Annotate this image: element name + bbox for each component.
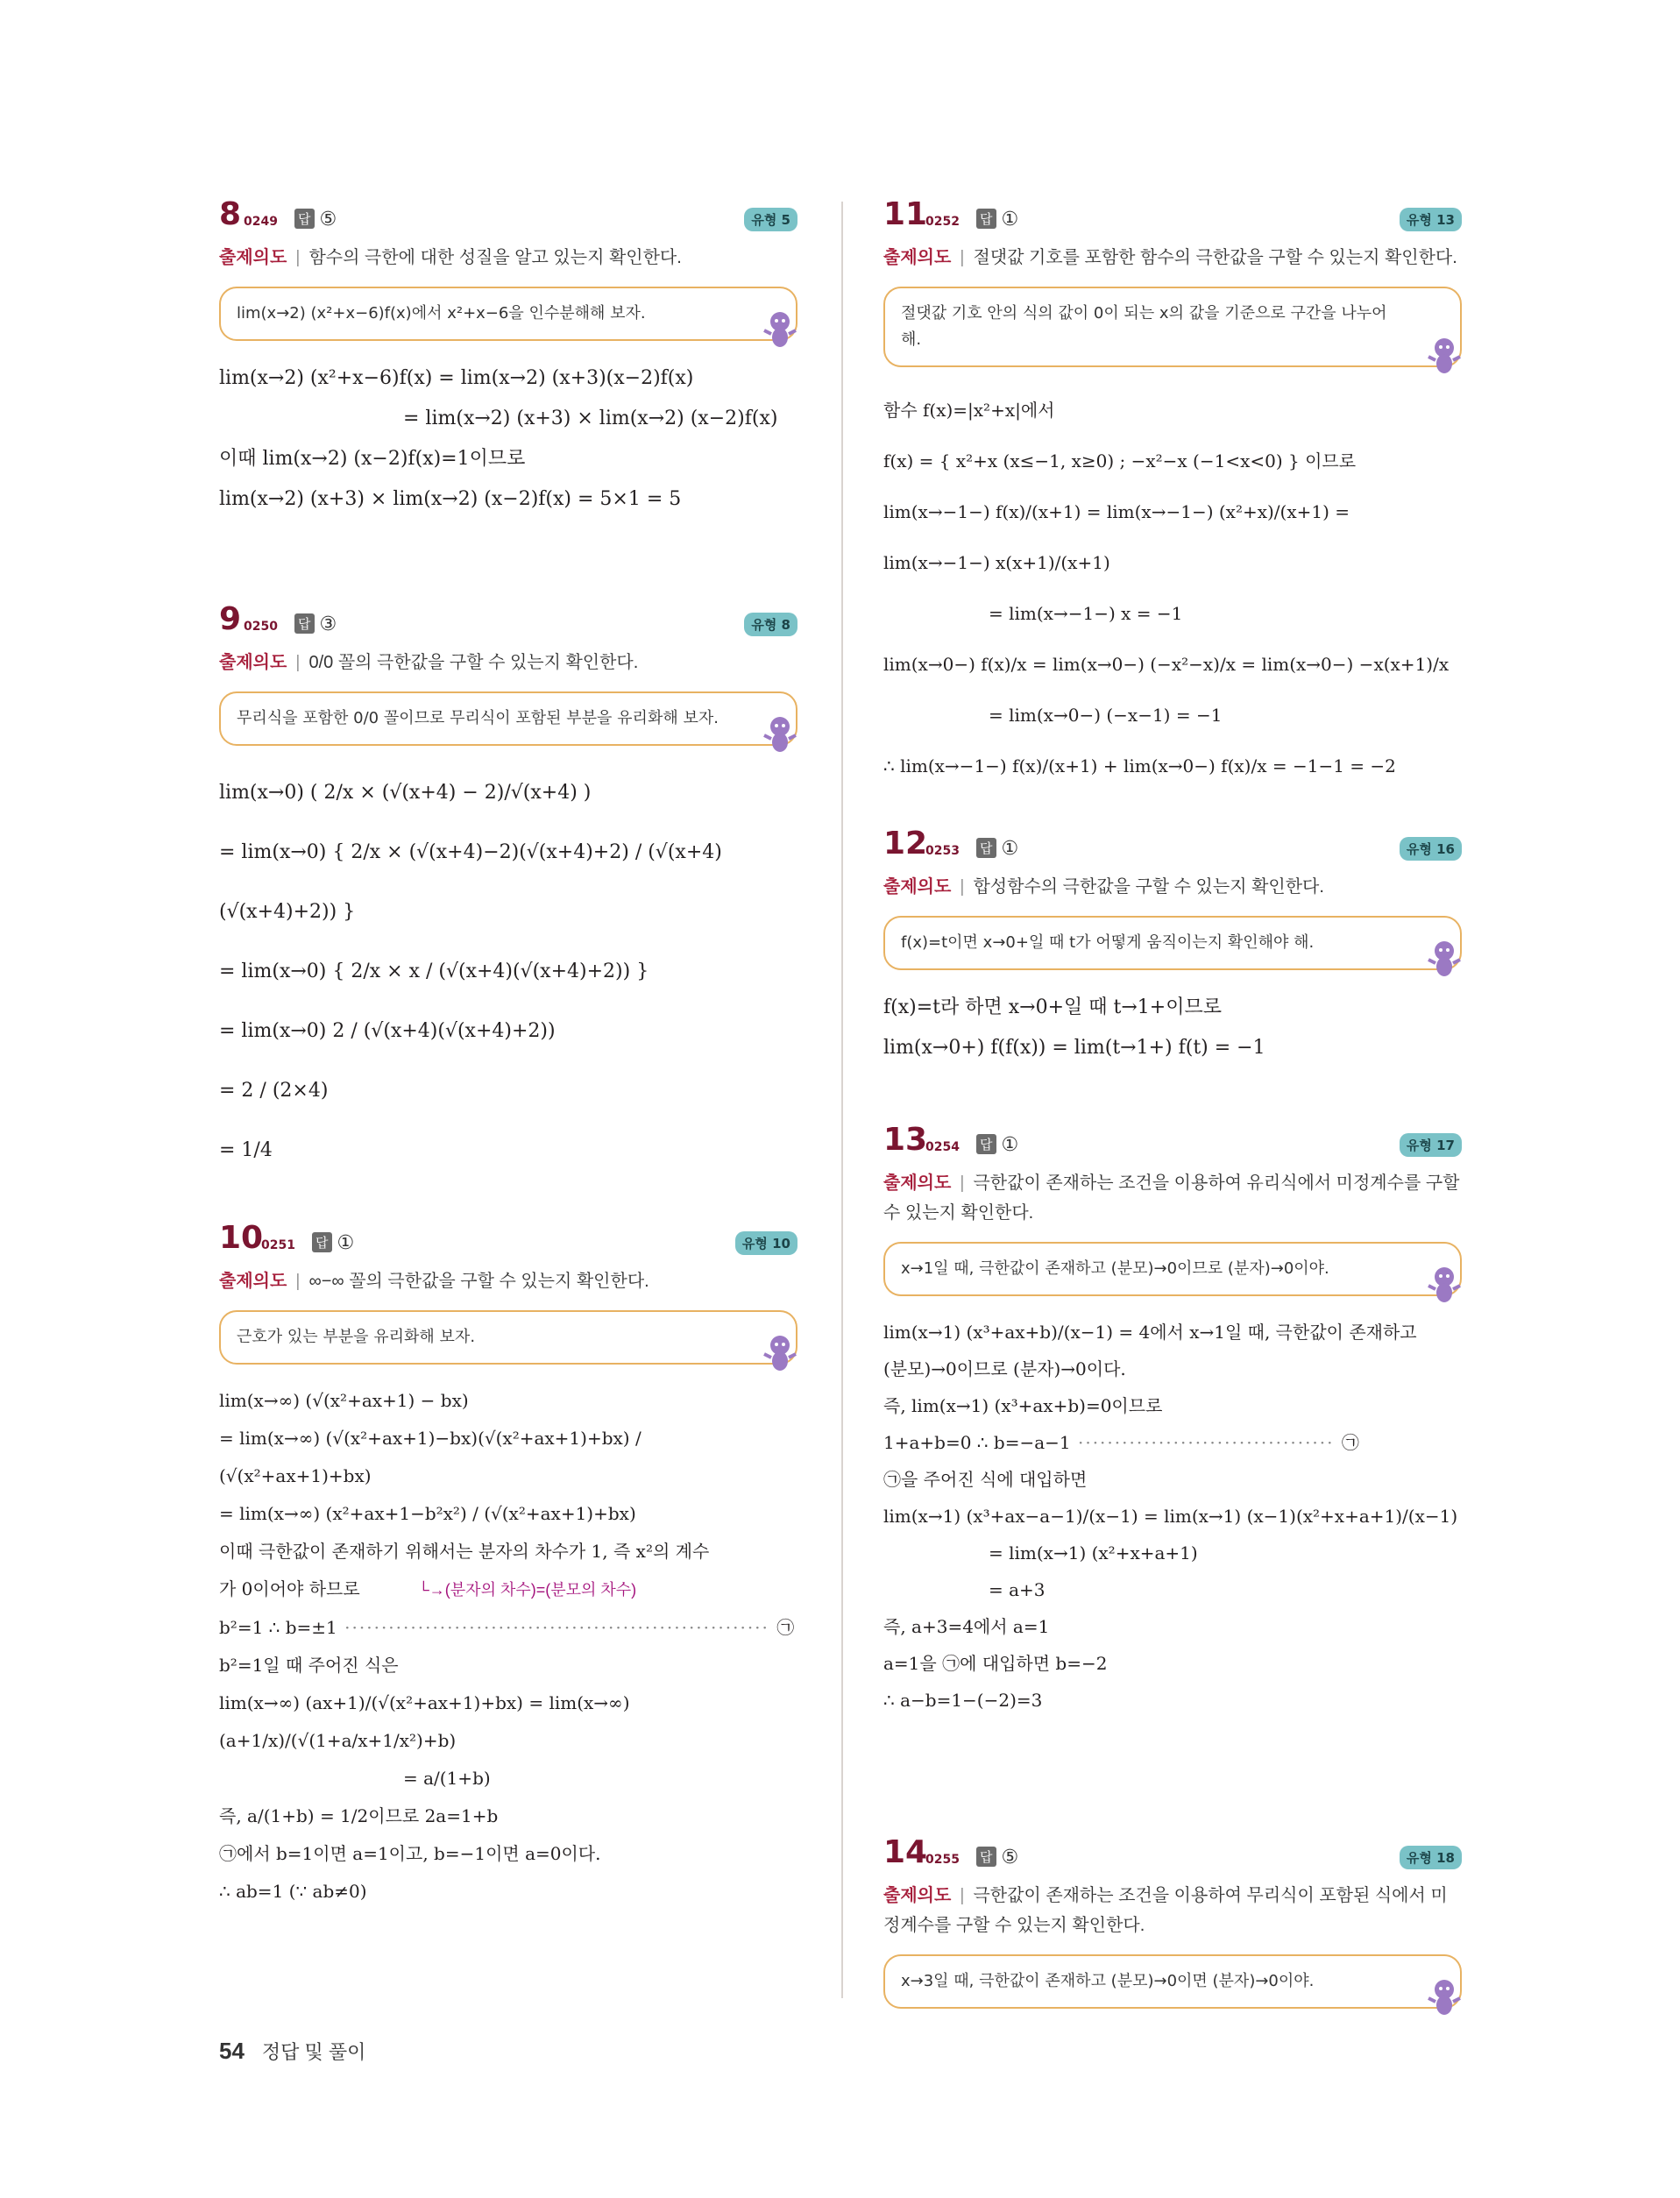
solution bbox=[219, 1382, 797, 1911]
problem-code: 0255 bbox=[925, 1853, 960, 1867]
type-badge: 유형 13 bbox=[1400, 208, 1462, 231]
problem-number: 12 bbox=[883, 826, 928, 861]
problem-11 bbox=[883, 197, 1462, 791]
problem-9 bbox=[219, 602, 797, 1181]
solution-line: = lim(x→0) { 2/x × (√(x+4)−2)(√(x+4)+2) / (√(x+4)(√(x+4)+2)) } bbox=[219, 841, 722, 923]
hint-box bbox=[219, 287, 797, 341]
type-badge: 유형 17 bbox=[1400, 1133, 1462, 1157]
intent-line: 출제의도 | 합성함수의 극한값을 구할 수 있는지 확인한다. bbox=[883, 877, 1324, 897]
solution-line: = a+3 bbox=[989, 1579, 1046, 1600]
problem-code: 0252 bbox=[925, 215, 960, 229]
type-badge: 유형 18 bbox=[1400, 1846, 1462, 1869]
solution bbox=[883, 988, 1462, 1068]
solution bbox=[883, 1314, 1462, 1719]
problem-code: 0250 bbox=[244, 620, 278, 634]
answer-value: ⑤ bbox=[319, 209, 337, 230]
intent-label: 출제의도 bbox=[883, 1886, 952, 1905]
solution-line: 즉, lim(x→1) (x³+ax+b)=0이므로 bbox=[883, 1395, 1163, 1416]
hint-box bbox=[219, 1310, 797, 1365]
answer-label: 답 bbox=[312, 1232, 332, 1252]
intent-line: 출제의도 | 절댓값 기호를 포함한 함수의 극한값을 구할 수 있는지 확인한다. bbox=[883, 248, 1457, 267]
solution-line: = lim(x→∞) (√(x²+ax+1)−bx)(√(x²+ax+1)+bx) / (√(x²+ax+1)+bx) bbox=[219, 1428, 642, 1486]
intent-label: 출제의도 bbox=[883, 877, 952, 897]
hint-text: 무리식을 포함한 0/0 꼴이므로 무리식이 포함된 부분을 유리화해 보자. bbox=[237, 709, 719, 727]
intent-text: 합성함수의 극한값을 구할 수 있는지 확인한다. bbox=[973, 877, 1324, 897]
answer-value: ① bbox=[1001, 838, 1019, 860]
solution-line-text: 1+a+b=0 ∴ b=−a−1 bbox=[883, 1432, 1071, 1453]
intent-text: 절댓값 기호를 포함한 함수의 극한값을 구할 수 있는지 확인한다. bbox=[973, 248, 1457, 267]
mascot-icon bbox=[761, 308, 799, 350]
intent-text: 극한값이 존재하는 조건을 이용하여 무리식이 포함된 식에서 미정계수를 구할 수 있는지 확인한다. bbox=[883, 1886, 1448, 1935]
solution-line bbox=[219, 1571, 797, 1609]
problem-number: 14 bbox=[883, 1834, 928, 1870]
answer-value: ① bbox=[1001, 209, 1019, 230]
hint-text: x→3일 때, 극한값이 존재하고 (분모)→0이면 (분자)→0이야. bbox=[901, 1972, 1315, 1990]
answer bbox=[312, 1232, 354, 1254]
problem-number: 13 bbox=[883, 1122, 928, 1158]
page-label: 정답 및 풀이 bbox=[261, 2041, 366, 2063]
hint-box bbox=[883, 1954, 1462, 2009]
answer-label: 답 bbox=[976, 838, 996, 858]
solution-line: lim(x→∞) (√(x²+ax+1) − bx) bbox=[219, 1390, 469, 1411]
solution-line: = 1/4 bbox=[219, 1139, 273, 1161]
solution-line: = lim(x→1) (x²+x+a+1) bbox=[989, 1542, 1198, 1563]
problem-number: 9 bbox=[219, 601, 242, 637]
problem-code: 0249 bbox=[244, 215, 278, 229]
solution-line: = a/(1+b) bbox=[403, 1768, 491, 1789]
solution bbox=[219, 763, 797, 1181]
problem-13 bbox=[883, 1123, 1462, 1719]
hint-box bbox=[219, 691, 797, 746]
intent-text: 0/0 꼴의 극한값을 구할 수 있는지 확인한다. bbox=[308, 653, 639, 672]
problem-header bbox=[883, 1835, 1462, 1877]
problem-10 bbox=[219, 1221, 797, 1911]
mascot-icon bbox=[1425, 937, 1464, 979]
solution-line: 함수 f(x)=|x²+x|에서 bbox=[883, 400, 1055, 421]
solution-line: b²=1 ∴ b=±1 ·························································· ㉠ bbox=[219, 1617, 795, 1638]
solution-line: lim(x→0−) f(x)/x = lim(x→0−) (−x²−x)/x = lim(x→0−) −x(x+1)/x bbox=[883, 654, 1450, 675]
solution-line-text: 가 0이어야 하므로 bbox=[219, 1578, 360, 1599]
problem-number: 10 bbox=[219, 1220, 264, 1256]
intent-label: 출제의도 bbox=[883, 248, 952, 267]
intent-line: 출제의도 | 극한값이 존재하는 조건을 이용하여 유리식에서 미정계수를 구할 수 있는지 확인한다. bbox=[883, 1173, 1460, 1223]
solution-line: ㉠에서 b=1이면 a=1이고, b=−1이면 a=0이다. bbox=[219, 1843, 601, 1864]
hint-text: 근호가 있는 부분을 유리화해 보자. bbox=[237, 1328, 476, 1346]
intent-text: 극한값이 존재하는 조건을 이용하여 유리식에서 미정계수를 구할 수 있는지 확인한다. bbox=[883, 1173, 1460, 1223]
page-footer bbox=[219, 2038, 365, 2065]
problem-number: 11 bbox=[883, 196, 928, 232]
intent-line: 출제의도 | ∞−∞ 꼴의 극한값을 구할 수 있는지 확인한다. bbox=[219, 1272, 649, 1291]
solution-line: lim(x→0+) f(f(x)) = lim(t→1+) f(t) = −1 bbox=[883, 1037, 1265, 1059]
answer-value: ⑤ bbox=[1001, 1847, 1019, 1868]
solution-line: = 2 / (2×4) bbox=[219, 1080, 329, 1102]
answer-label: 답 bbox=[976, 209, 996, 229]
solution-line: lim(x→−1−) f(x)/(x+1) = lim(x→−1−) (x²+x)/(x+1) = lim(x→−1−) x(x+1)/(x+1) bbox=[883, 501, 1350, 573]
solution-line: a=1을 ㉠에 대입하면 b=−2 bbox=[883, 1653, 1108, 1674]
problem-header bbox=[219, 197, 797, 239]
circle-mark: ㉠ bbox=[1341, 1432, 1359, 1453]
problem-header bbox=[883, 826, 1462, 869]
solution-line: lim(x→0) ( 2/x × (√(x+4) − 2)/√(x+4) ) bbox=[219, 782, 592, 804]
intent-text: ∞−∞ 꼴의 극한값을 구할 수 있는지 확인한다. bbox=[308, 1272, 649, 1291]
answer bbox=[976, 1134, 1018, 1156]
solution-line: 즉, a/(1+b) = 1/2이므로 2a=1+b bbox=[219, 1805, 499, 1826]
solution-line: lim(x→1) (x³+ax+b)/(x−1) = 4에서 x→1일 때, 극한값이 존재하고 bbox=[883, 1322, 1417, 1343]
solution-line: f(x) = { x²+x (x≤−1, x≥0) ; −x²−x (−1<x<0) } 이므로 bbox=[883, 450, 1357, 472]
solution-line: 1+a+b=0 ∴ b=−a−1 ··································· ㉠ bbox=[883, 1432, 1359, 1453]
solution-line: lim(x→2) (x²+x−6)f(x) = lim(x→2) (x+3)(x−2)f(x) bbox=[219, 367, 694, 389]
problem-header bbox=[219, 1221, 797, 1263]
intent-line: 출제의도 | 극한값이 존재하는 조건을 이용하여 무리식이 포함된 식에서 미정계수를 구할 수 있는지 확인한다. bbox=[883, 1886, 1448, 1935]
answer-label: 답 bbox=[976, 1134, 996, 1154]
problem-header bbox=[883, 1123, 1462, 1165]
solution bbox=[219, 358, 797, 520]
answer-label: 답 bbox=[294, 209, 315, 229]
answer-value: ③ bbox=[319, 613, 337, 635]
column-divider bbox=[841, 202, 843, 1998]
mascot-icon bbox=[761, 1331, 799, 1373]
mascot-icon bbox=[1425, 1975, 1464, 2017]
solution-line: ∴ ab=1 (∵ ab≠0) bbox=[219, 1881, 367, 1902]
solution-line: ∴ a−b=1−(−2)=3 bbox=[883, 1690, 1043, 1711]
answer bbox=[294, 613, 337, 635]
degree-note: └→(분자의 차수)=(분모의 차수) bbox=[418, 1581, 637, 1599]
problem-code: 0251 bbox=[261, 1238, 295, 1252]
answer bbox=[976, 838, 1018, 860]
answer-label: 답 bbox=[976, 1847, 996, 1867]
intent-line: 출제의도 | 0/0 꼴의 극한값을 구할 수 있는지 확인한다. bbox=[219, 653, 639, 672]
page-number: 54 bbox=[219, 2038, 245, 2064]
problem-12 bbox=[883, 826, 1462, 1068]
hint-text: f(x)=t이면 x→0+일 때 t가 어떻게 움직이는지 확인해야 해. bbox=[901, 933, 1315, 952]
mascot-icon bbox=[1425, 1263, 1464, 1305]
solution-line: = lim(x→∞) (x²+ax+1−b²x²) / (√(x²+ax+1)+bx) bbox=[219, 1503, 636, 1524]
solution-line: f(x)=t라 하면 x→0+일 때 t→1+이므로 bbox=[883, 996, 1222, 1018]
problem-header bbox=[883, 197, 1462, 239]
type-badge: 유형 10 bbox=[735, 1231, 797, 1255]
solution-line: lim(x→∞) (ax+1)/(√(x²+ax+1)+bx) = lim(x→∞) (a+1/x)/(√(1+a/x+1/x²)+b) bbox=[219, 1692, 630, 1751]
type-badge: 유형 16 bbox=[1400, 837, 1462, 861]
solution-line: 즉, a+3=4에서 a=1 bbox=[883, 1616, 1050, 1637]
solution-line: lim(x→1) (x³+ax−a−1)/(x−1) = lim(x→1) (x−1)(x²+x+a+1)/(x−1) bbox=[883, 1506, 1458, 1527]
solution bbox=[883, 385, 1462, 791]
problem-code: 0254 bbox=[925, 1140, 960, 1154]
problem-header bbox=[219, 602, 797, 644]
solution-line: ∴ lim(x→−1−) f(x)/(x+1) + lim(x→0−) f(x)/x = −1−1 = −2 bbox=[883, 755, 1396, 776]
solution-line: = lim(x→0−) (−x−1) = −1 bbox=[989, 705, 1223, 726]
solution-line: (분모)→0이므로 (분자)→0이다. bbox=[883, 1358, 1126, 1379]
solution-line: = lim(x→2) (x+3) × lim(x→2) (x−2)f(x) bbox=[403, 408, 778, 429]
solution-line: = lim(x→0) { 2/x × x / (√(x+4)(√(x+4)+2)) } bbox=[219, 961, 649, 982]
hint-box bbox=[883, 1242, 1462, 1296]
answer bbox=[976, 209, 1018, 230]
hint-text: x→1일 때, 극한값이 존재하고 (분모)→0이므로 (분자)→0이야. bbox=[901, 1259, 1329, 1278]
problem-8 bbox=[219, 197, 797, 520]
solution-line: lim(x→2) (x+3) × lim(x→2) (x−2)f(x) = 5×1 = 5 bbox=[219, 488, 682, 510]
solution-line: = lim(x→0) 2 / (√(x+4)(√(x+4)+2)) bbox=[219, 1020, 556, 1042]
intent-text: 함수의 극한에 대한 성질을 알고 있는지 확인한다. bbox=[308, 248, 682, 267]
hint-box bbox=[883, 287, 1462, 367]
mascot-icon bbox=[761, 713, 799, 755]
hint-box bbox=[883, 916, 1462, 970]
mascot-icon bbox=[1425, 334, 1464, 376]
intent-line: 출제의도 | 함수의 극한에 대한 성질을 알고 있는지 확인한다. bbox=[219, 248, 682, 267]
problem-14 bbox=[883, 1835, 1462, 2026]
type-badge: 유형 8 bbox=[744, 613, 797, 636]
answer bbox=[976, 1847, 1018, 1868]
hint-text: lim(x→2) (x²+x−6)f(x)에서 x²+x−6을 인수분해해 보자. bbox=[237, 304, 646, 323]
solution-line: = lim(x→−1−) x = −1 bbox=[989, 603, 1183, 624]
circle-mark: ㉠ bbox=[776, 1617, 795, 1638]
answer bbox=[294, 209, 337, 230]
type-badge: 유형 5 bbox=[744, 208, 797, 231]
hint-text: 절댓값 기호 안의 식의 값이 0이 되는 x의 값을 기준으로 구간을 나누어 해. bbox=[901, 304, 1387, 349]
solution-line: ㉠을 주어진 식에 대입하면 bbox=[883, 1469, 1088, 1490]
intent-label: 출제의도 bbox=[219, 1272, 287, 1291]
answer-value: ① bbox=[337, 1232, 355, 1254]
solution-line: 이때 lim(x→2) (x−2)f(x)=1이므로 bbox=[219, 448, 526, 470]
solution-line: b²=1일 때 주어진 식은 bbox=[219, 1655, 399, 1676]
solution-line-text: b²=1 ∴ b=±1 bbox=[219, 1617, 337, 1638]
answer-value: ① bbox=[1001, 1134, 1019, 1156]
intent-label: 출제의도 bbox=[883, 1173, 952, 1193]
intent-label: 출제의도 bbox=[219, 248, 287, 267]
answer-label: 답 bbox=[294, 613, 315, 634]
problem-code: 0253 bbox=[925, 844, 960, 858]
problem-number: 8 bbox=[219, 196, 242, 232]
intent-label: 출제의도 bbox=[219, 653, 287, 672]
solution-line: 이때 극한값이 존재하기 위해서는 분자의 차수가 1, 즉 x²의 계수 bbox=[219, 1541, 710, 1562]
